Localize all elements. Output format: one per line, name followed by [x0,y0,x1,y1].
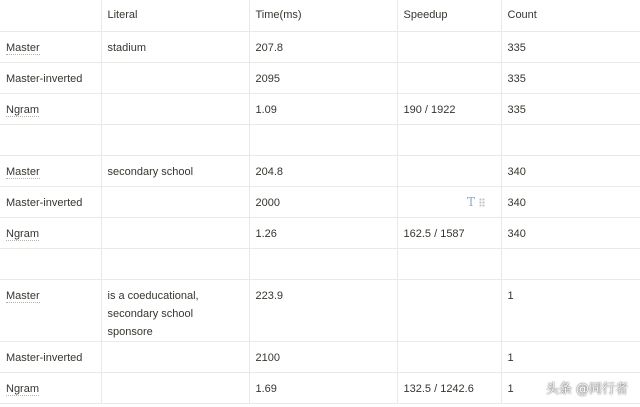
cell-speedup[interactable] [397,124,501,155]
cell-literal[interactable] [101,62,249,93]
table-row [0,186,640,217]
cell-count[interactable]: 1 [501,372,640,403]
literal-line: is a coeducational, [107,289,199,302]
cell-count[interactable]: 335 [501,31,640,62]
cell-literal[interactable] [101,93,249,124]
drag-handle-icon[interactable] [479,198,485,207]
method-label: Master [6,289,40,302]
cell-count[interactable] [501,248,640,279]
cell-method[interactable] [0,31,101,62]
table-row [0,93,640,124]
method-label: Ngram [6,382,40,395]
cell-method[interactable] [0,155,101,186]
cell-literal[interactable] [101,186,249,217]
cell-speedup-active[interactable] [397,186,501,217]
cell-speedup[interactable]: 132.5 / 1242.6 [397,372,501,403]
cell-method[interactable] [0,217,101,248]
cell-count[interactable]: 335 [501,62,640,93]
cell-speedup[interactable] [397,31,501,62]
cell-speedup[interactable] [397,279,501,341]
cell-method[interactable] [0,93,101,124]
cell-literal[interactable] [101,341,249,372]
method-label: Master [6,165,40,178]
table-row [0,341,640,372]
literal-line: secondary school [107,307,194,320]
cell-literal[interactable] [101,248,249,279]
cell-time[interactable]: 1.69 [249,372,397,403]
cell-time[interactable]: 2095 [249,62,397,93]
header-cell-literal[interactable]: Literal [101,0,249,31]
cell-speedup[interactable] [397,248,501,279]
cell-time[interactable]: 223.9 [249,279,397,341]
cell-count[interactable]: 1 [501,341,640,372]
method-label: Ngram [6,103,40,116]
method-label: Master [6,41,40,54]
cell-literal[interactable] [101,372,249,403]
cell-time[interactable]: 1.26 [249,217,397,248]
cell-literal[interactable]: stadium [101,31,249,62]
cell-time[interactable]: 1.09 [249,93,397,124]
cell-method[interactable] [0,372,101,403]
cell-literal[interactable] [101,124,249,155]
header-cell-count[interactable]: Count [501,0,640,31]
cell-method[interactable]: Master-inverted [0,186,101,217]
cell-count[interactable]: 340 [501,155,640,186]
cell-time[interactable]: 2100 [249,341,397,372]
table-row [0,217,640,248]
cell-count[interactable]: 340 [501,186,640,217]
table-row [0,31,640,62]
cell-time[interactable] [249,248,397,279]
cell-toolbar[interactable] [467,195,485,209]
cell-speedup[interactable] [397,62,501,93]
cell-method[interactable] [0,124,101,155]
cell-time[interactable]: 2000 [249,186,397,217]
cell-method[interactable] [0,248,101,279]
cell-count[interactable]: 335 [501,93,640,124]
cell-count[interactable]: 340 [501,217,640,248]
table-row [0,155,640,186]
literal-line: sponsore [107,325,153,338]
header-cell-time[interactable]: Time(ms) [249,0,397,31]
cell-time[interactable]: 207.8 [249,31,397,62]
cell-method[interactable]: Master-inverted [0,341,101,372]
cell-literal[interactable] [101,279,249,341]
table-row [0,62,640,93]
cell-literal[interactable] [101,217,249,248]
method-label: Ngram [6,227,40,240]
table-row [0,372,640,403]
cell-speedup[interactable]: 162.5 / 1587 [397,217,501,248]
header-cell-speedup[interactable]: Speedup [397,0,501,31]
cell-speedup[interactable] [397,155,501,186]
text-type-icon[interactable]: T [467,195,476,209]
cell-time[interactable]: 204.8 [249,155,397,186]
cell-time[interactable] [249,124,397,155]
table-row-blank [0,248,640,279]
cell-speedup[interactable] [397,341,501,372]
cell-literal[interactable]: secondary school [101,155,249,186]
cell-count[interactable] [501,124,640,155]
cell-speedup[interactable]: 190 / 1922 [397,93,501,124]
watermark: 头条 @同行者 [545,382,628,397]
table-row [0,279,640,341]
cell-method[interactable]: Master-inverted [0,62,101,93]
cell-method[interactable] [0,279,101,341]
header-cell-method[interactable] [0,0,101,31]
table-header-row [0,0,640,31]
cell-count[interactable]: 1 [501,279,640,341]
table-row-blank [0,124,640,155]
